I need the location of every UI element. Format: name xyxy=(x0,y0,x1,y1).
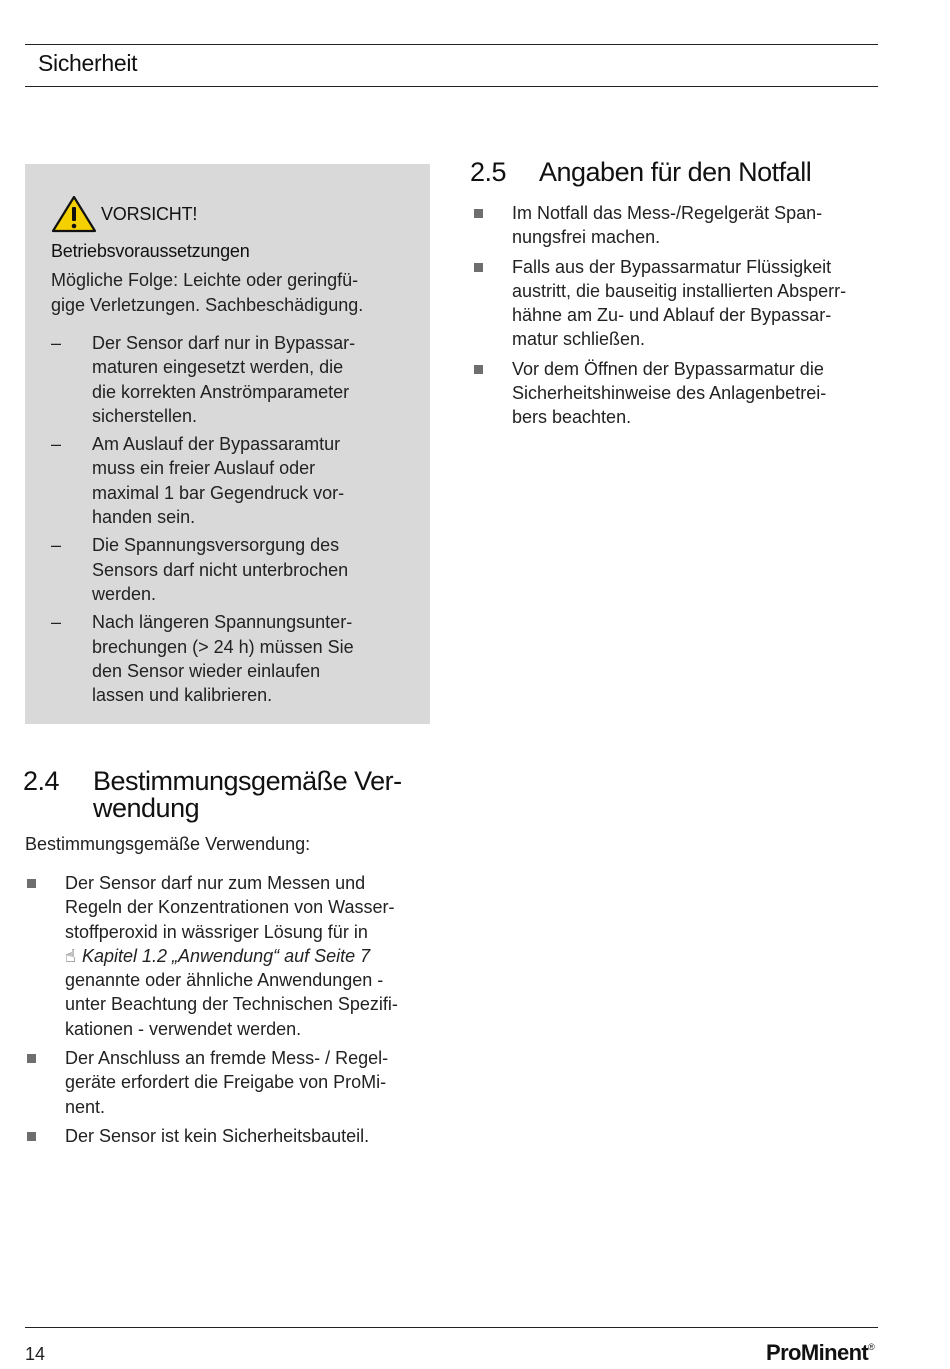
line: Falls aus der Bypassarmatur Flüssigkeit xyxy=(512,256,832,277)
page-number: 14 xyxy=(25,1344,46,1364)
line: Vor dem Öffnen der Bypassarmatur die xyxy=(512,358,824,379)
footer-rule xyxy=(25,1327,878,1328)
hand-pointer-icon: ☝ xyxy=(65,945,76,966)
caution-consequence xyxy=(51,268,404,317)
line: Nach längeren Spannungsunter- xyxy=(92,612,353,633)
line: Die Spannungsversorgung des xyxy=(92,535,340,556)
list-item xyxy=(472,357,877,430)
square-bullet-icon xyxy=(474,365,483,374)
list-item xyxy=(51,331,404,428)
list-item xyxy=(472,201,877,250)
logo-text: ProMinent xyxy=(766,1340,869,1365)
line: handen sein. xyxy=(92,507,196,528)
line: Sicherheitshinweise des Anlagenbetrei- xyxy=(512,383,827,404)
line: geräte erfordert die Freigabe von ProMi- xyxy=(65,1072,387,1093)
list-item xyxy=(51,533,404,606)
dash-bullet: – xyxy=(51,535,62,556)
section-2-5-list xyxy=(472,201,877,435)
section-number: 2.4 xyxy=(23,766,60,796)
list-item xyxy=(25,1046,435,1119)
caution-heading xyxy=(51,194,404,234)
line: matur schließen. xyxy=(512,329,646,350)
dash-bullet: – xyxy=(51,333,62,353)
line: die korrekten Anströmparameter xyxy=(92,381,350,402)
line: nent. xyxy=(65,1096,106,1117)
caution-signal-word: VORSICHT! xyxy=(101,203,198,224)
consequence-line: Mögliche Folge: Leichte oder geringfü- xyxy=(51,270,359,290)
header-rule-top xyxy=(25,44,878,45)
section-2-4-intro: Bestimmungsgemäße Verwendung: xyxy=(25,834,311,854)
line: Der Sensor ist kein Sicherheitsbauteil. xyxy=(65,1125,370,1146)
square-bullet-icon xyxy=(474,209,483,218)
line: lassen und kalibrieren. xyxy=(92,685,273,706)
line: genannte oder ähnliche Anwendungen - xyxy=(65,970,384,991)
dash-bullet: – xyxy=(51,612,62,633)
line: stoffperoxid in wässriger Lösung für in xyxy=(65,921,368,942)
list-item xyxy=(51,610,404,707)
line: hähne am Zu- und Ablauf der Bypassar- xyxy=(512,305,832,326)
line: werden. xyxy=(92,583,157,604)
line: austritt, die bauseitig installierten Absperr- xyxy=(512,280,847,301)
line: Der Sensor darf nur in Bypassar- xyxy=(92,333,356,353)
consequence-line: gige Verletzungen. Sachbeschädigung. xyxy=(51,294,364,315)
square-bullet-icon xyxy=(474,263,483,272)
warning-triangle-icon xyxy=(51,195,97,233)
line: kationen - verwendet werden. xyxy=(65,1018,302,1039)
line: Der Sensor darf nur zum Messen und xyxy=(65,873,366,893)
line: muss ein freier Auslauf oder xyxy=(92,458,316,479)
line: brechungen (> 24 h) müssen Sie xyxy=(92,636,354,657)
line: maturen eingesetzt werden, die xyxy=(92,357,344,378)
line: Der Anschluss an fremde Mess- / Regel- xyxy=(65,1048,389,1069)
section-title xyxy=(93,768,413,822)
square-bullet-icon xyxy=(27,1054,36,1063)
list-item xyxy=(25,871,435,1041)
caution-list xyxy=(51,331,404,707)
chapter-reference-link[interactable] xyxy=(65,944,435,968)
list-item xyxy=(472,255,877,352)
line: den Sensor wieder einlaufen xyxy=(92,660,321,681)
line: nungsfrei machen. xyxy=(512,227,661,248)
line: Regeln der Konzentrationen von Wasser- xyxy=(65,897,395,918)
section-2-5-heading xyxy=(470,159,890,186)
line: Am Auslauf der Bypassaramtur xyxy=(92,434,341,455)
prominent-logo xyxy=(766,1340,874,1366)
line: bers beachten. xyxy=(512,407,632,428)
list-item xyxy=(25,1124,435,1148)
section-number: 2.5 xyxy=(470,157,507,187)
reference-text: Kapitel 1.2 „Anwendung“ auf Seite 7 xyxy=(81,945,371,966)
header-rule-bottom xyxy=(25,86,878,87)
caution-box xyxy=(25,164,430,724)
title-line: Bestimmungsgemäße Ver- xyxy=(93,766,402,796)
registered-mark: ® xyxy=(868,1342,875,1352)
square-bullet-icon xyxy=(27,1132,36,1141)
dash-bullet: – xyxy=(51,434,62,455)
line: unter Beachtung der Technischen Spezifi- xyxy=(65,994,398,1015)
line: sicherstellen. xyxy=(92,405,198,426)
section-title: Angaben für den Notfall xyxy=(539,157,812,187)
line: Sensors darf nicht unterbrochen xyxy=(92,559,349,580)
section-2-4-heading xyxy=(23,768,423,822)
square-bullet-icon xyxy=(27,879,36,888)
title-line: wendung xyxy=(93,793,200,823)
list-item xyxy=(51,432,404,529)
line: maximal 1 bar Gegendruck vor- xyxy=(92,482,345,503)
section-2-4-list xyxy=(25,871,435,1153)
caution-subject: Betriebsvoraussetzungen xyxy=(51,241,250,261)
line: Im Notfall das Mess-/Regelgerät Span- xyxy=(512,203,823,223)
page-header-title: Sicherheit xyxy=(38,50,138,76)
